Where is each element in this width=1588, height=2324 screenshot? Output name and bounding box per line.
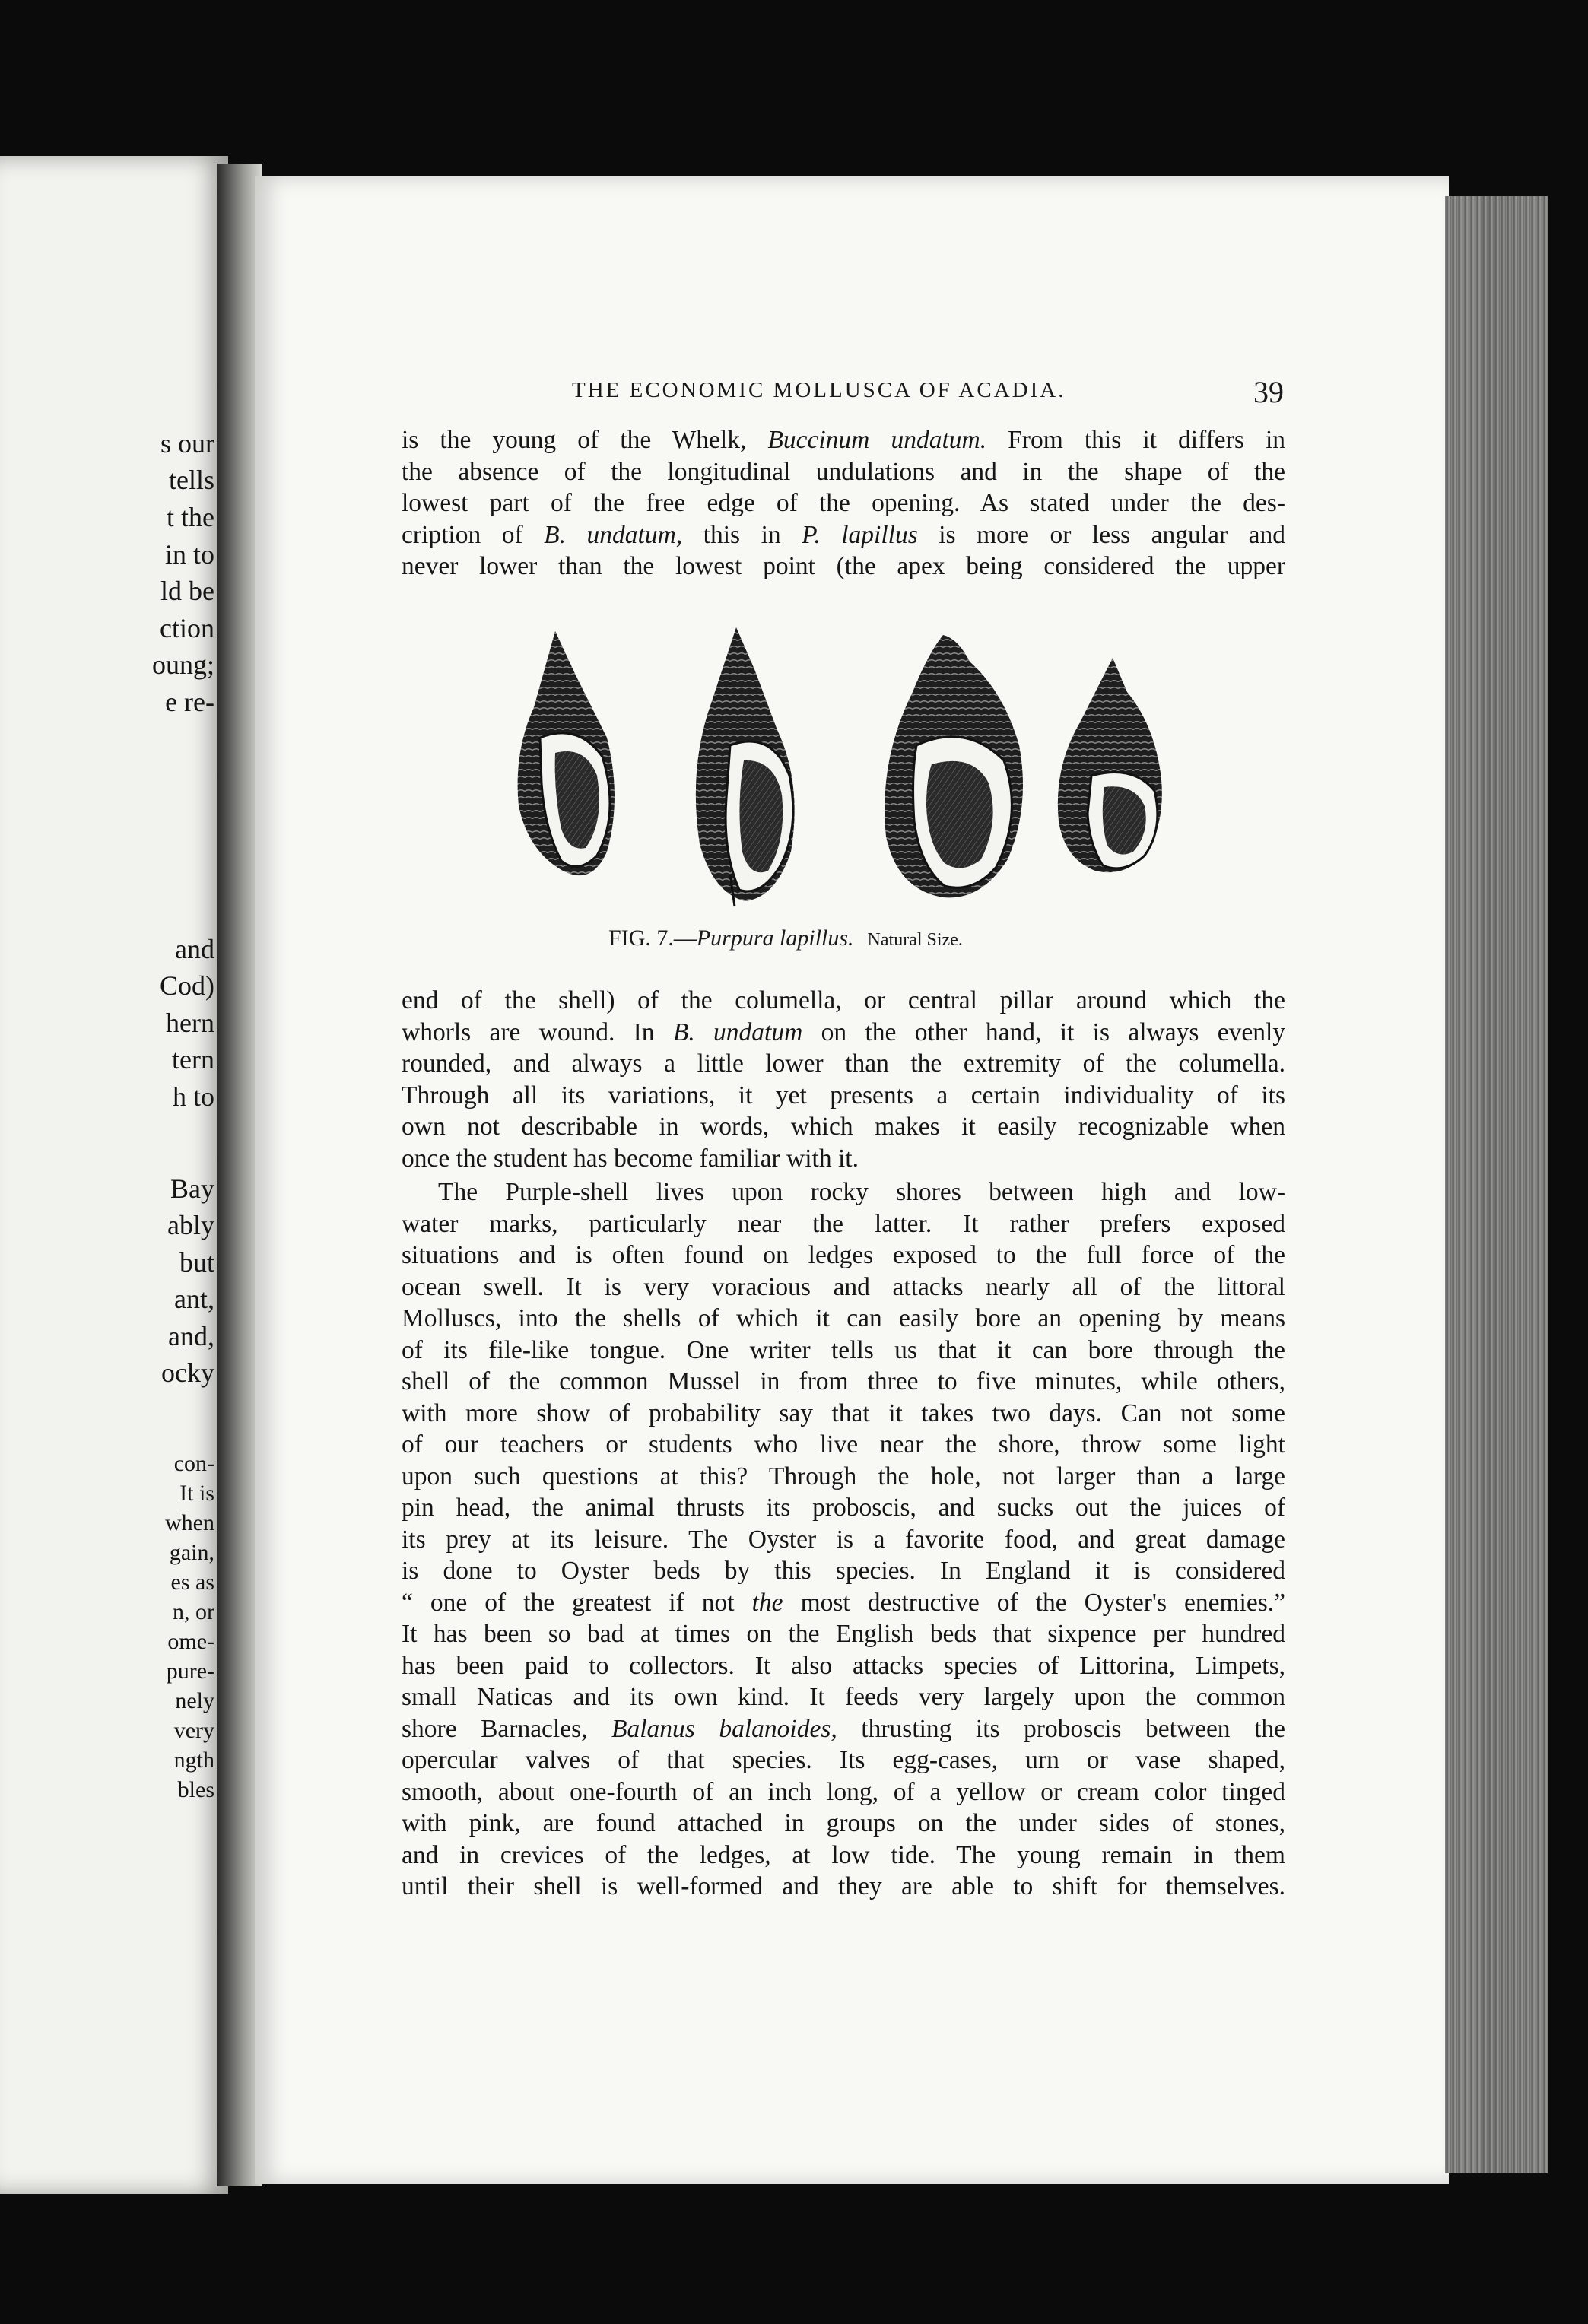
text-line: with pink, are found attached in groups on the under sides of stones, [402, 1809, 1285, 1837]
text-line: with more show of probability say that it takes two days. Can not some [402, 1399, 1285, 1427]
text-line: shore Barnacles, Balanus balanoides, thrusting its proboscis between the [402, 1714, 1285, 1743]
left-page-fragment: oung; [151, 649, 214, 680]
page-number: 39 [1253, 375, 1284, 409]
text-line: is done to Oyster beds by this species. In England it is considered [402, 1557, 1285, 1585]
text-line: The Purple-shell lives upon rocky shores between high and low- [438, 1178, 1285, 1206]
shell-2 [696, 627, 795, 906]
text-line: the absence of the longitudinal undulations and in the shape of the [402, 457, 1285, 486]
shell-1 [518, 631, 615, 875]
text-line: lowest part of the free edge of the opening. As stated under the des- [402, 489, 1285, 517]
text-line: until their shell is well-formed and they are able to shift for themselves. [402, 1872, 1285, 1900]
left-page-fragment: bles [177, 1777, 214, 1802]
shell-3 [885, 635, 1023, 897]
left-page-fragment: t the [167, 502, 214, 532]
left-page-fragment: nely [175, 1688, 214, 1713]
left-page-fragment: hern [166, 1008, 214, 1038]
left-page-fragment: ant, [174, 1284, 214, 1314]
figure-species: Purpura lapillus. [696, 925, 854, 951]
left-page-fragment: e re- [165, 687, 214, 717]
text-line: cription of B. undatum, this in P. lapillus is more or less angular and [402, 520, 1286, 549]
figure-note: Natural Size. [867, 930, 963, 950]
left-page-fragment: very [173, 1718, 214, 1743]
text-line: Through all its variations, it yet presents a certain individuality of its [402, 1081, 1285, 1110]
left-page-fragment: tells [169, 465, 214, 495]
left-page-fragment: It is [179, 1481, 214, 1506]
paragraph-continued [402, 424, 1285, 583]
left-page-fragment: ocky [161, 1357, 214, 1388]
text-line: smooth, about one-fourth of an inch long, of a yellow or cream color tinged [402, 1777, 1285, 1806]
text-line: upon such questions at this? Through the hole, not larger than a large [402, 1462, 1285, 1491]
text-line: its prey at its leisure. The Oyster is a favorite food, and great damage [402, 1525, 1285, 1554]
left-page-fragment: pure- [166, 1659, 214, 1684]
left-page-fragment: es as [170, 1570, 214, 1595]
text-line: opercular valves of that species. Its egg-cases, urn or vase shaped, [402, 1746, 1285, 1774]
text-line: own not describable in words, which makes it easily recognizable when [402, 1113, 1285, 1141]
shell-illustration [472, 624, 1217, 943]
text-line: and in crevices of the ledges, at low tide. The young remain in them [402, 1840, 1285, 1869]
left-page [0, 156, 228, 2194]
text-line: of our teachers or students who live near the shore, throw some light [402, 1430, 1285, 1459]
text-line: is the young of the Whelk, Buccinum undatum. From this it differs in [402, 426, 1286, 454]
left-page-fragment: Bay [170, 1173, 214, 1204]
left-page-fragment: but [179, 1247, 214, 1278]
left-page-fragment: ngth [173, 1748, 214, 1773]
text-line: whorls are wound. In B. undatum on the other hand, it is always evenly [402, 1018, 1285, 1046]
left-page-fragment: ome- [167, 1629, 214, 1654]
paragraph-purple-shell [402, 1176, 1285, 1903]
left-page-fragment: gain, [169, 1540, 214, 1565]
text-line: small Naticas and its own kind. It feeds very largely upon the common [402, 1683, 1285, 1711]
text-line: end of the shell) of the columella, or central pillar around which the [402, 986, 1285, 1014]
left-page-fragment: Cod) [160, 970, 214, 1001]
left-page-fragment: con- [173, 1451, 214, 1476]
left-page-fragment: when [165, 1510, 214, 1535]
text-line: It has been so bad at times on the English beds that sixpence per hundred [402, 1620, 1285, 1648]
left-page-fragment: ably [167, 1210, 214, 1240]
page-edges [1445, 196, 1548, 2173]
left-page-fragment: h to [172, 1081, 214, 1112]
text-line: ocean swell. It is very voracious and attacks nearly all of the littoral [402, 1272, 1285, 1301]
text-line: rounded, and always a little lower than the extremity of the columella. [402, 1049, 1285, 1078]
left-page-fragment: and, [168, 1321, 214, 1351]
left-page-fragment: in to [164, 539, 214, 570]
shell-4 [1058, 658, 1162, 872]
figure-caption [608, 925, 963, 951]
left-page-fragment: ld be [160, 576, 214, 606]
left-page-fragment: ction [160, 613, 214, 643]
left-page-fragment: and [175, 934, 214, 964]
text-line: pin head, the animal thrusts its proboscis, and sucks out the juices of [402, 1494, 1285, 1522]
text-line: shell of the common Mussel in from three to five minutes, while others, [402, 1367, 1285, 1395]
left-page-fragment: n, or [173, 1599, 214, 1624]
figure-label: FIG. 7.— [608, 925, 697, 951]
paragraph-columella [402, 985, 1285, 1174]
text-line: water marks, particularly near the latter. It rather prefers exposed [402, 1209, 1285, 1238]
text-line: has been paid to collectors. It also attacks species of Littorina, Limpets, [402, 1651, 1285, 1680]
text-line: Molluscs, into the shells of which it can easily bore an opening by means [402, 1304, 1285, 1332]
running-header [572, 378, 1288, 403]
text-line: situations and is often found on ledges exposed to the full force of the [402, 1241, 1285, 1269]
text-line: “ one of the greatest if not the most destructive of the Oyster's enemies.” [402, 1588, 1285, 1617]
text-line: never lower than the lowest point (the apex being considered the upper [402, 552, 1285, 580]
running-header-title: THE ECONOMIC MOLLUSCA OF ACADIA. [572, 378, 1066, 402]
text-line: once the student has become familiar with it. [402, 1144, 859, 1173]
left-page-fragment: s our [160, 428, 214, 459]
left-page-fragment: tern [172, 1044, 214, 1075]
text-line: of its file-like tongue. One writer tells us that it can bore through the [402, 1335, 1285, 1364]
